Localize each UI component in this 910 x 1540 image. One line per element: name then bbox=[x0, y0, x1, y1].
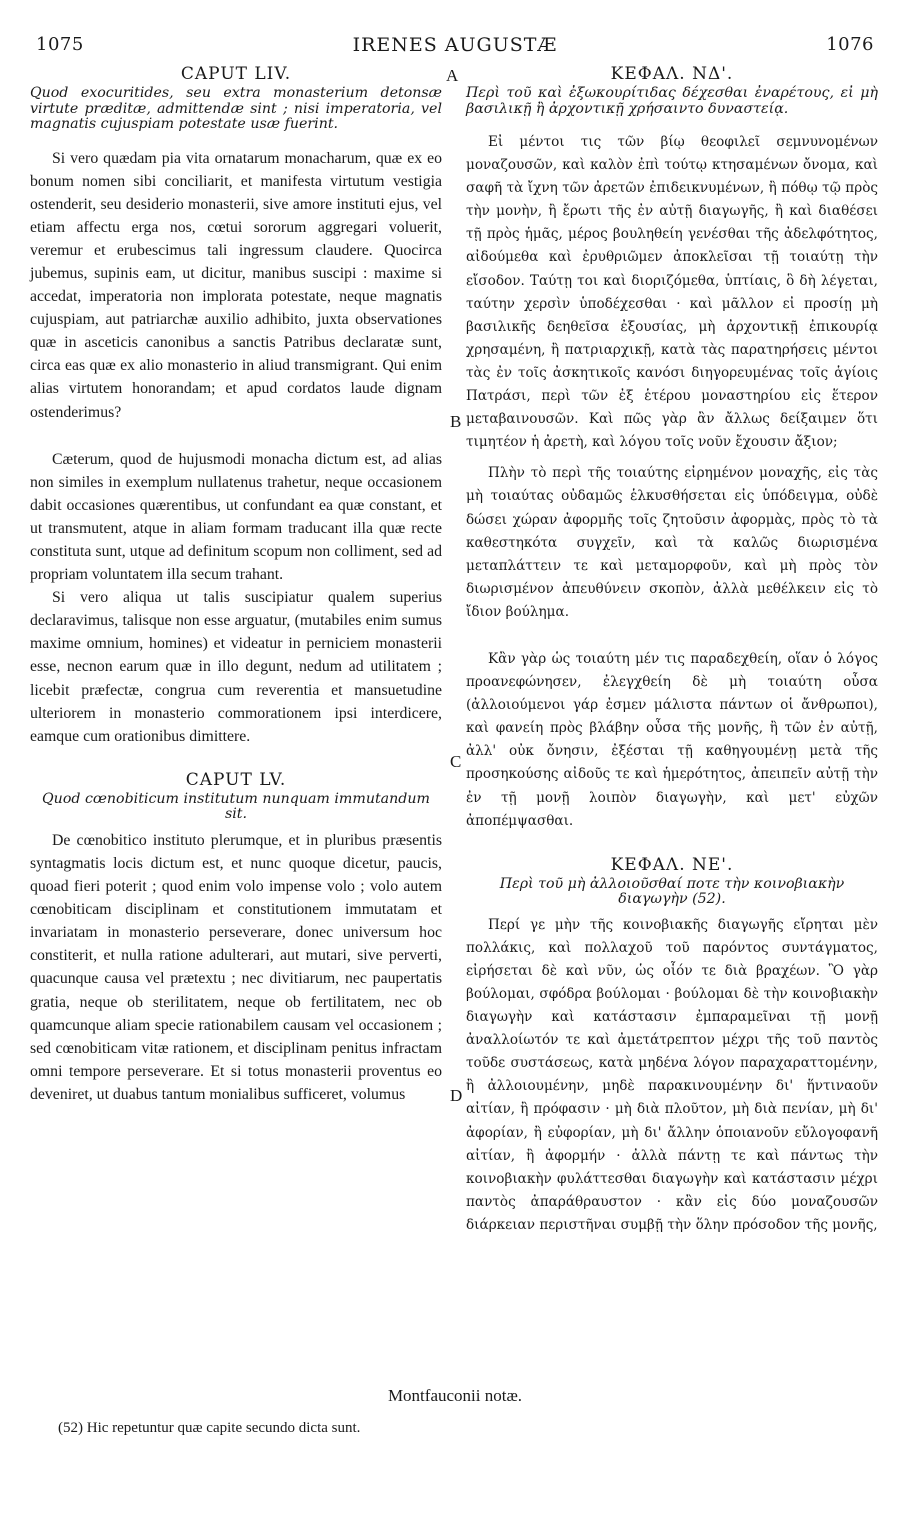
latin-column bbox=[30, 62, 442, 1106]
notes-heading: Montfauconii notæ. bbox=[387, 1386, 523, 1405]
greek-chapter-54-paragraph-3: Κἂν γὰρ ὡς τοιαύτη μέν τις παραδεχθείη, οἵαν ὁ λόγος προανεφώνησεν, ἐλεγχθείη δὲ μὴ τοιαύτη οὖσα (ἀλλοιούμενοι γάρ ἐσμεν μάλιστα πάντων οἱ ἄνθρωποι), καὶ φανείη πρὸς βλάβην οὖσα τῆς μονῆς, ἢ τῶν ἐν αὐτῇ, ἀλλ' οὐκ ὄνησιν, ἐξέσται τῇ καθηγουμένῃ μετὰ τῆς προσηκούσης αἰδοῦς τε καὶ ἡμερότητος, ἀπειπεῖν αὐτῇ τὴν ἐν τῇ μονῇ λοιπὸν διαγωγὴν, καὶ μετ' εὐχῶν ἀποπέμψασθαι. bbox=[466, 650, 878, 829]
running-title: IRENES AUGUSTÆ bbox=[352, 34, 558, 56]
latin-chapter-54-paragraph-3: Si vero aliqua ut talis suscipiatur qualem superius declaravimus, talisque non esse arguatur, (mutabiles enim sumus maxime omnium, homines) et videatur in perniciem monasterii esse, necnon earum quæ in illo degunt, nedum ad utilitatem ; licebit præfectæ, congrua cum reverentia et mansuetudine ulteriorem in monasterio commorationem ipsi interdicere, eamque cum orationibus dimittere. bbox=[30, 589, 442, 745]
margin-marker-b: B bbox=[450, 412, 462, 431]
latin-chapter-54-paragraph-2: Cæterum, quod de hujusmodi monacha dictum est, ad alias non similes in exemplum nullatenus trahetur, neque occasionem dabit occasiones quærentibus, ut confundant ea quæ constant, et ut transmutent, atque in aliam formam traducant illa quæ recte constituta sunt, utque ad definitum scopum non colliment, sed ad propriam voluntatem illa secum trahant. bbox=[30, 450, 442, 584]
greek-chapter-54-paragraph-2: Πλὴν τὸ περὶ τῆς τοιαύτης εἰρημένον μοναχῆς, εἰς τὰς μὴ τοιαύτας οὐδαμῶς ἑλκυσθήσεται εἰς ὑπόδειγμα, οὐδὲ δώσει χώραν ἀφορμῆς τοῖς ζητοῦσιν ἀφορμὰς, πρὸς τὸ τὰ καθεστηκότα συγχεῖν, καὶ τὰ καλῶς διωρισμένα μεταπλάττειν τε καὶ μεταμορφοῦν, καὶ μὴ πρὸς τὸν διωρισμένον ἀπευθύνειν σκοπὸν, ἀλλὰ μεθέλκειν εἰς τὸ ἴδιον βούλημα. bbox=[466, 465, 878, 620]
margin-marker-c: C bbox=[450, 752, 462, 771]
page-number-right: 1076 bbox=[826, 34, 874, 55]
latin-chapter-54-heading: CAPUT LIV. bbox=[180, 64, 292, 84]
latin-chapter-55-heading: CAPUT LV. bbox=[185, 769, 287, 790]
greek-chapter-54-heading: ΚΕΦΑΛ. ΝΔ'. bbox=[610, 64, 734, 84]
greek-chapter-55-paragraph-1: Περί γε μὴν τῆς κοινοβιακῆς διαγωγῆς εἴρηται μὲν πολλάκις, καὶ πολλαχοῦ τοῦ παρόντος συντάγματος, εἰρήσεται δὲ καὶ νῦν, ὡς οἷόν τε διὰ βραχέων. Ὃ γὰρ βούλομαι, σφόδρα βούλομαι · βούλομαι δὲ τὴν κοινοβιακὴν διαγωγὴν καὶ κατάστασιν ἐμπαραμεῖναι τῇ μονῇ ἀναλλοίωτόν τε καὶ ἀμετάτρεπτον μέχρι τῆς τοῦ παντὸς τοῦδε συστάσεως, κατὰ μηδένα λόγον παραχαραττομένην, ἢ ἀλλοιουμένην, μηδὲ παρακινουμένην δι' ἥντιναοῦν αἰτίαν, ἢ πρόφασιν · μὴ διὰ πλοῦτον, μὴ διὰ πενίαν, μὴ δι' ἀφορίαν, ἢ εὐφορίαν, μὴ δι' ἄλλην ὁποιανοῦν εὔλογοφανῆ αἰτίαν, ἢ ἀφορμήν · ἀλλὰ πάντῃ τε καὶ πάντως τὴν κοινοβιακὴν φυλάττεσθαι διαγωγὴν καὶ κατάστασιν μέχρι παντὸς ἀπαράθραυστον · κἂν εἰς δύο μοναζουσῶν διάρκειαν περιστῆναι συμβῇ τὴν ὅλην πρόσοδον τῆς μονῆς, bbox=[466, 916, 878, 1233]
greek-chapter-54-summary: Περὶ τοῦ καὶ ἐξωκουρίτιδας δέχεσθαι ἐναρέτους, εἰ μὴ βασιλικῇ ἢ ἀρχοντικῇ χρήσαιντο δυναστείᾳ. bbox=[466, 85, 878, 117]
greek-chapter-55-summary: Περὶ τοῦ μὴ ἀλλοιοῦσθαί ποτε τὴν κοινοβιακὴν διαγωγὴν (52). bbox=[499, 875, 845, 908]
greek-column bbox=[466, 62, 878, 1237]
page-number-left: 1075 bbox=[36, 34, 84, 55]
greek-chapter-55-heading: ΚΕΦΑΛ. ΝΕ'. bbox=[610, 854, 734, 875]
margin-marker-a: A bbox=[446, 66, 459, 85]
latin-chapter-54-summary: Quod exocuritides, seu extra monasterium detonsæ virtute præditæ, admittendæ sint ; nisi imperatoria, vel magnatis cujuspiam potestate usæ fuerint. bbox=[30, 85, 442, 132]
margin-marker-d: D bbox=[450, 1086, 463, 1105]
greek-chapter-54-paragraph-1: Εἰ μέντοι τις τῶν βίῳ θεοφιλεῖ σεμνυνομένων μοναζουσῶν, καὶ καλὸν ἐπὶ τούτῳ κτησαμένων ὄνομα, καὶ σαφῆ τὰ ἴχνη τῶν ἀρετῶν ἐπιδεικνυμένων, ἢ πόθῳ τῷ πρὸς τὴν μονὴν, ἢ ἔρωτι τῆς ἐν αὐτῇ διαγωγῆς, ἢ καὶ διαθέσει τῇ πρὸς ἡμᾶς, μέρος βουληθείη γενέσθαι τῆς ἀδελφότητος, αἰδούμεθα καὶ ἐρυθριῶμεν ἀποκλεῖσαι τῇ τοιαύτῃ τὴν εἴσοδον. Ταύτῃ τοι καὶ διοριζόμεθα, ὑπτίαις, ὃ δὴ λέγεται, ταύτην χερσὶν ὑποδέχεσθαι · καὶ μᾶλλον εἰ προσίῃ μὴ βασιλικῆς δεηθεῖσα ἐξουσίας, μὴ ἀρχοντικῇ ἐπικουρίᾳ χρησαμένη, ἢ πατριαρχικῇ, κατὰ τὰς παρατηρήσεις μέντοι τὰς ἐν τοῖς ἀσκητικοῖς κανόσι διηγορευμένας τοῖς ἁγίοις Πατράσι, περὶ τῶν ἐξ ἑτέρου μοναστηρίου εἰς ἕτερον μεταβαινουσῶν. Καὶ πῶς γὰρ ἂν ἄλλως δείξαιμεν ὅτι τιμητέον ἡ ἀρετὴ, καὶ λόγου τοῖς νοῦν ἔχουσιν ἄξιον; bbox=[466, 134, 878, 451]
latin-chapter-55-paragraph-1: De cœnobitico instituto plerumque, et in pluribus præsentis syntagmatis locis dictum est, et nunc quoque dicetur, paucis, quoad fieri poterit ; quod enim volo impense volo ; volo autem cœnobiticam disciplinam et constitutionem immutatam et invariatam in monasterio perseverare, donec universum hoc constiterit, et nulla ratione adulterari, aut mutari, sive perverti, quacunque causa vel prætextu ; nec divitiarum, nec paupertatis gratia, neque ob sterilitatem, neque ob fertilitatem, nec ob quamcunque aliam specie rationabilem causam vel occasionem ; sed cœnobiticam vitæ rationem, et disciplinam penitus infractam omni tempore perseverare. Et si totus monasterii proventus eo deveniret, ut duabus tantum monialibus sufficeret, volumus bbox=[30, 831, 442, 1103]
latin-chapter-55-summary: Quod cœnobiticum institutum nunquam immutandum sit. bbox=[42, 790, 430, 823]
footnote-52: (52) Hic repetuntur quæ capite secundo dicta sunt. bbox=[58, 1420, 361, 1436]
latin-chapter-54-paragraph-1: Si vero quædam pia vita ornatarum monacharum, quæ ex eo bonum nomen sibi conciliarit, et manifesta virtutum vestigia ostenderit, seu desiderio monasterii, sive amore instituti ejus, vel etiam affectu erga nos, cœtui sororum aggregari voluerit, veremur et erubescimus tali ingressum claudere. Quocirca jubemus, supinis eam, ut dicitur, manibus suscipi : maxime si accedat, imperatoria non implorata potestate, neque magnatis cujuspiam, aut patriarchæ auxilio adhibito, juxta observationes quæ in asceticis canonibus a sanctis Patribus declaratæ sunt, circa eas quæ ex alio monasterio in aliud transmigrant. Qui enim alias virtutem honorandam; et apud cordatos laude dignam ostenderimus? bbox=[30, 149, 442, 421]
